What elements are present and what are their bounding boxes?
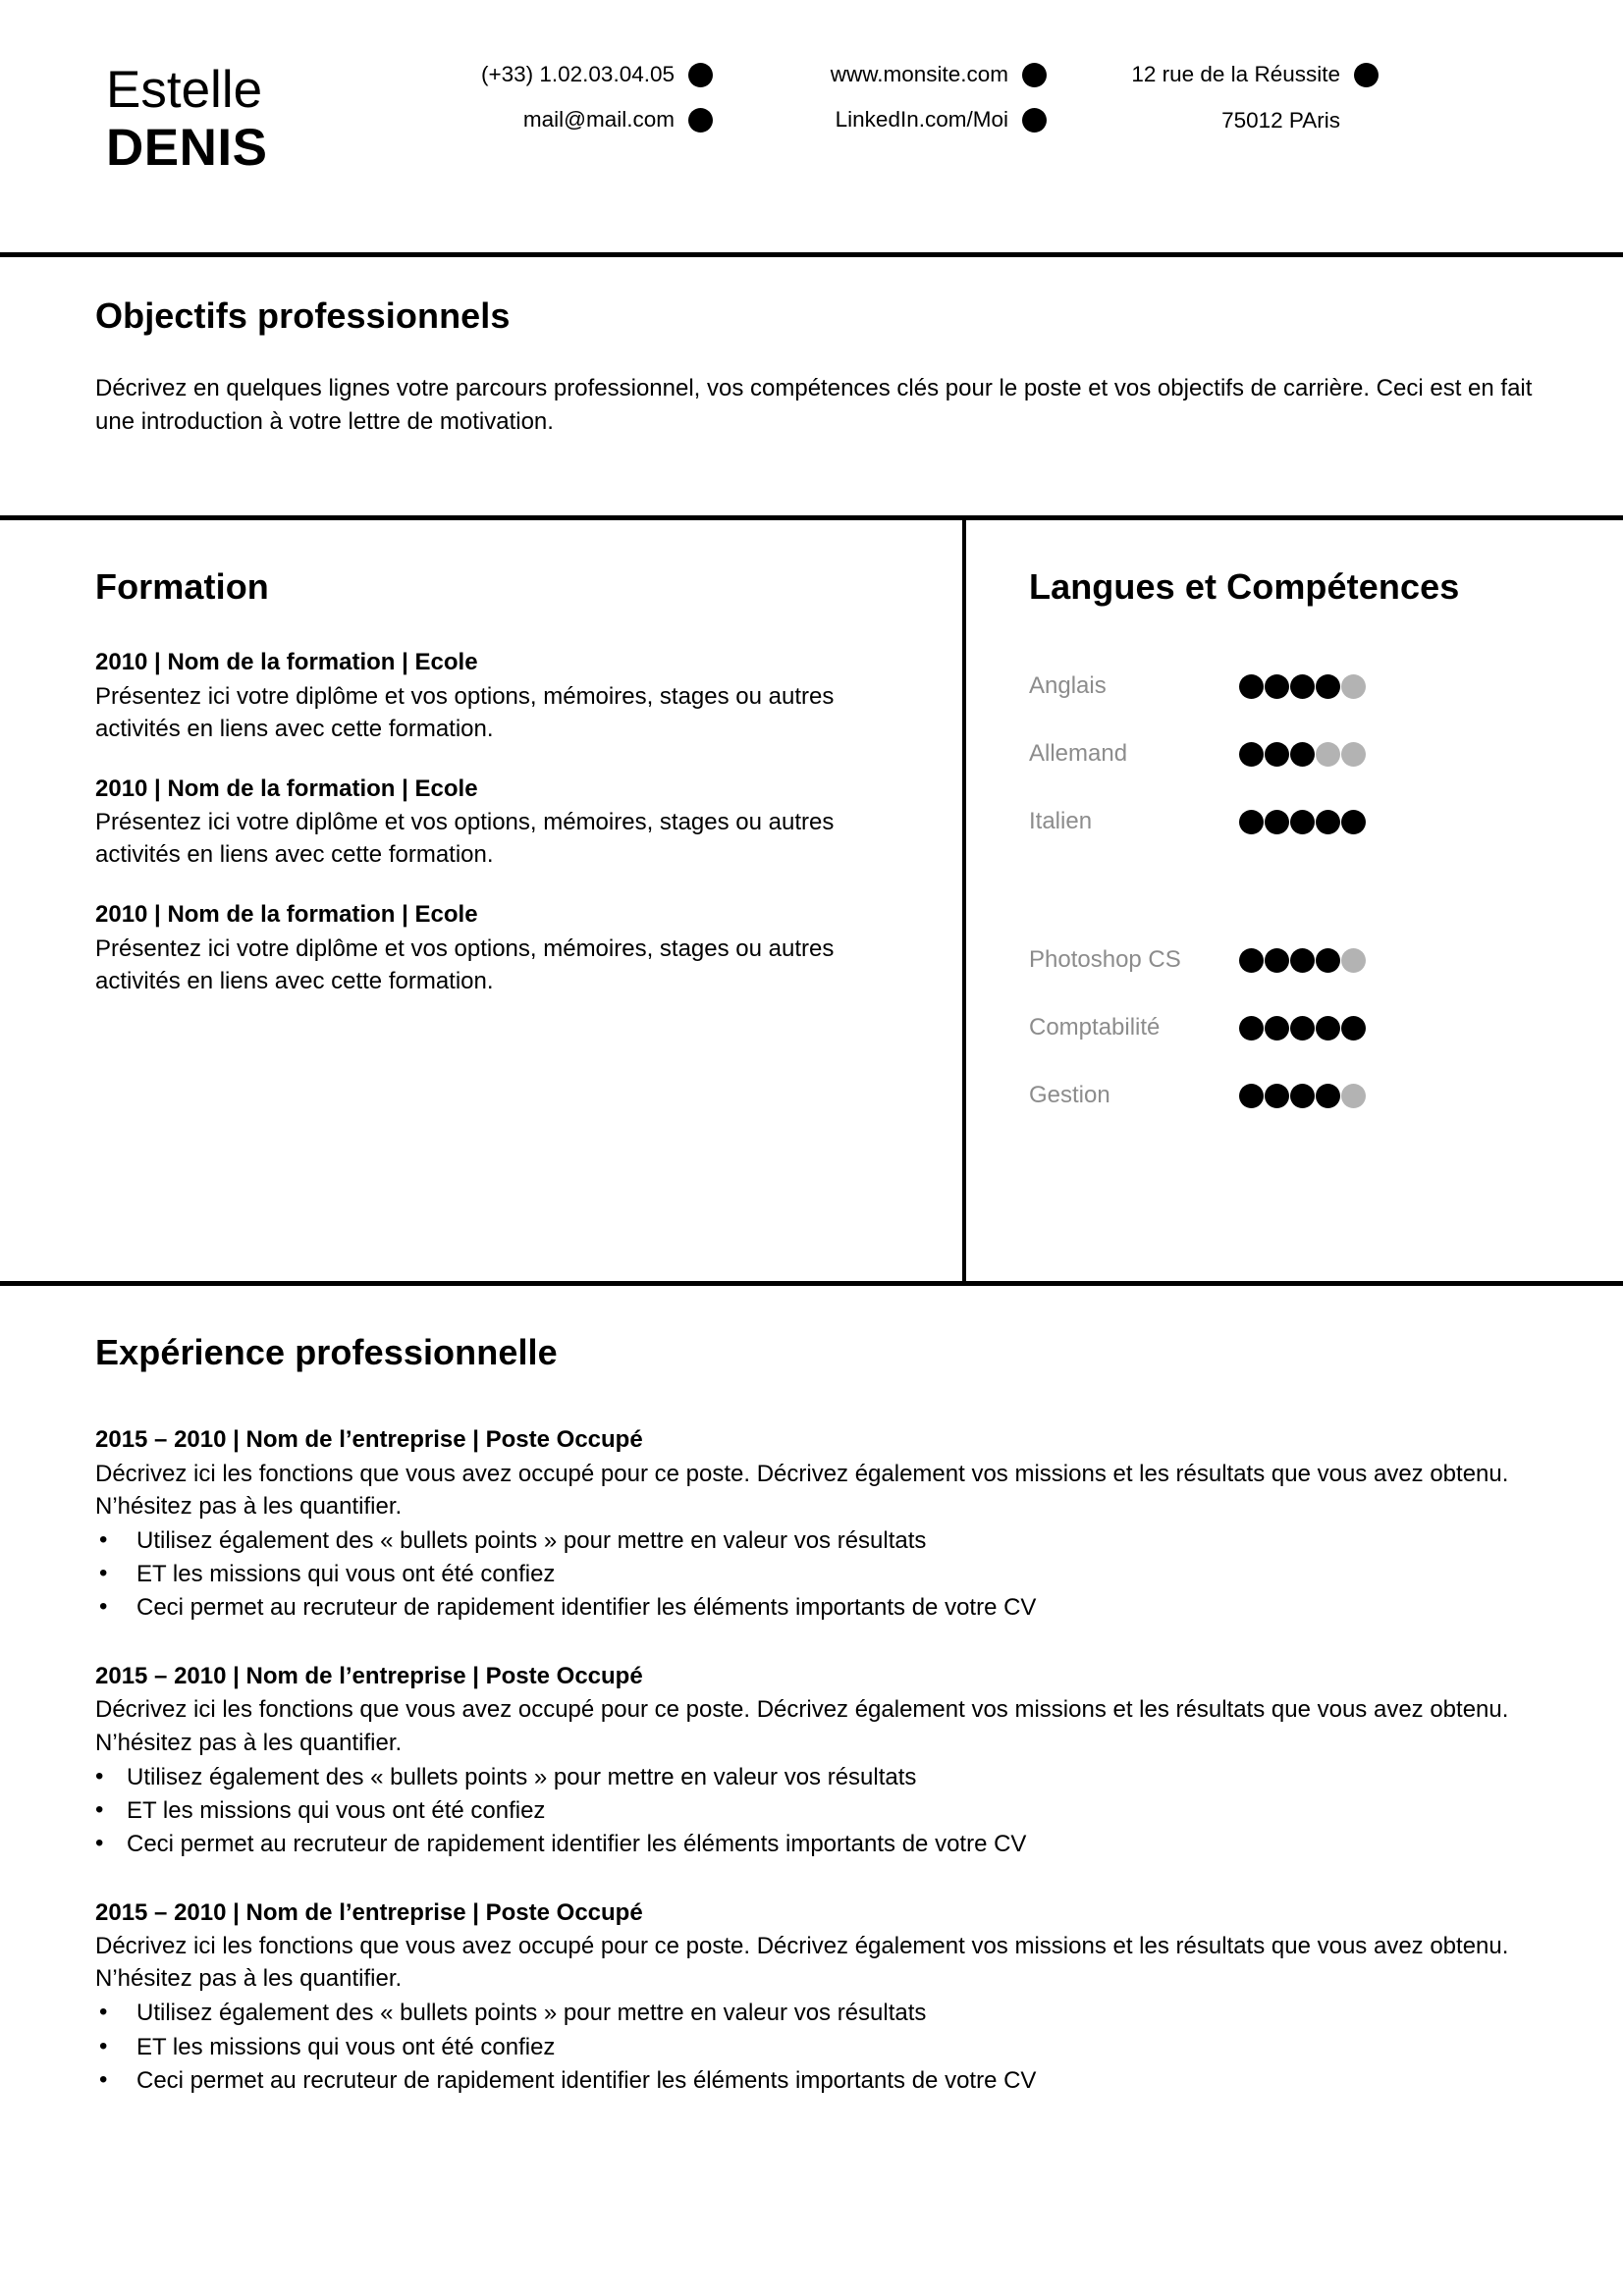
rating-dot-empty <box>1316 742 1340 767</box>
skills-spacer <box>1029 856 1564 927</box>
email-text: mail@mail.com <box>522 107 675 133</box>
rating-dot-filled <box>1290 674 1315 699</box>
objectifs-text: Décrivez en quelques lignes votre parcours professionnel, vos compétences clés pour le poste et vos objectifs de carrière. Ceci est en fait une introduction à votre lettre de motivation. <box>95 375 1533 436</box>
rating-dot-filled <box>1239 1084 1264 1108</box>
rating-dot-filled <box>1265 674 1289 699</box>
rating-dot-filled <box>1265 1016 1289 1041</box>
formation-item-heading: 2010 | Nom de la formation | Ecole <box>95 901 478 929</box>
experience-bullet: • Utilisez également des « bullets points » pour mettre en valeur vos résultats <box>95 1997 1544 2030</box>
rating-dot-filled <box>1316 674 1340 699</box>
formation-item-description: Présentez ici votre diplôme et vos options, mémoires, stages ou autres activités en liens avec cette formation. <box>95 809 835 869</box>
rating-dot-filled <box>1239 948 1264 973</box>
rating-dot-filled <box>1341 1016 1366 1041</box>
contact-linkedin[interactable] <box>836 106 1047 133</box>
skill-label: Italien <box>1029 808 1093 835</box>
vertical-divider <box>962 520 966 1281</box>
formation-item-heading: 2010 | Nom de la formation | Ecole <box>95 649 478 676</box>
skill-label: Allemand <box>1029 740 1128 768</box>
objectifs-title: Objectifs professionnels <box>95 295 511 336</box>
website-bullet-icon <box>1022 63 1047 87</box>
formation-title: Formation <box>95 566 269 607</box>
first-name: Estelle <box>106 61 263 119</box>
experience-bullet: • Ceci permet au recruteur de rapidement identifier les éléments importants de votre CV <box>95 1591 1544 1625</box>
rating-dot-filled <box>1341 810 1366 834</box>
rating-dot-filled <box>1316 1016 1340 1041</box>
address-line2-text: 75012 PAris <box>1221 108 1340 133</box>
section-formation <box>0 520 962 1281</box>
rating-dot-filled <box>1239 674 1264 699</box>
skill-rating <box>1239 1084 1366 1108</box>
candidate-name <box>106 51 381 178</box>
experience-bullet: • Ceci permet au recruteur de rapidement identifier les éléments importants de votre CV <box>95 2064 1544 2098</box>
formation-item-description: Présentez ici votre diplôme et vos options, mémoires, stages ou autres activités en liens avec cette formation. <box>95 682 835 742</box>
experience-item-description: Décrivez ici les fonctions que vous avez occupé pour ce poste. Décrivez également vos missions et les résultats que vous avez obtenu. N’hésitez pas à les quantifier. <box>95 1696 1509 1756</box>
experience-item-heading: 2015 – 2010 | Nom de l’entreprise | Poste Occupé <box>95 1898 643 1926</box>
formation-item-description: Présentez ici votre diplôme et vos options, mémoires, stages ou autres activités en liens avec cette formation. <box>95 934 835 994</box>
experience-bullet: • ET les missions qui vous ont été confiez <box>95 1558 1544 1591</box>
experience-item <box>95 1897 1544 2098</box>
address-line1-text: 12 rue de la Réussite <box>1131 62 1340 86</box>
last-name: DENIS <box>106 119 268 178</box>
rating-dot-filled <box>1239 810 1264 834</box>
contact-column-phone-email <box>408 61 713 134</box>
phone-bullet-icon <box>688 63 713 87</box>
linkedin-bullet-icon <box>1022 108 1047 133</box>
skill-row <box>1029 994 1564 1062</box>
email-bullet-icon <box>688 108 713 133</box>
skill-rating <box>1239 1016 1366 1041</box>
skill-label: Gestion <box>1029 1082 1110 1109</box>
skill-rating <box>1239 742 1366 767</box>
contact-phone[interactable] <box>481 61 713 88</box>
rating-dot-filled <box>1316 810 1340 834</box>
contact-email[interactable] <box>523 106 713 133</box>
rating-dot-filled <box>1316 948 1340 973</box>
skills-title: Langues et Compétences <box>1029 566 1460 607</box>
section-middle <box>0 520 1623 1281</box>
skill-row <box>1029 788 1564 856</box>
rating-dot-filled <box>1290 742 1315 767</box>
experience-bullet: • Utilisez également des « bullets points » pour mettre en valeur vos résultats <box>95 1524 1544 1558</box>
rating-dot-filled <box>1316 1084 1340 1108</box>
rating-dot-filled <box>1265 948 1289 973</box>
contact-column-address <box>1047 61 1379 134</box>
skill-row <box>1029 721 1564 788</box>
experience-bullet: • Ceci permet au recruteur de rapidement identifier les éléments importants de votre CV <box>95 1828 1544 1861</box>
experience-item-description: Décrivez ici les fonctions que vous avez occupé pour ce poste. Décrivez également vos missions et les résultats que vous avez obtenu. N’hésitez pas à les quantifier. <box>95 1933 1509 1993</box>
address-bullet-icon <box>1354 63 1379 87</box>
contact-address[interactable] <box>1131 61 1379 88</box>
skill-label: Photoshop CS <box>1029 946 1181 974</box>
experience-bullet: • Utilisez également des « bullets points » pour mettre en valeur vos résultats <box>95 1761 1544 1794</box>
formation-item <box>95 899 903 997</box>
section-experience <box>0 1286 1623 2098</box>
skill-row <box>1029 927 1564 994</box>
languages-group <box>1029 653 1564 856</box>
experience-bullet: • ET les missions qui vous ont été confiez <box>95 2031 1544 2064</box>
rating-dot-filled <box>1290 1084 1315 1108</box>
website-text: www.monsite.com <box>830 62 1008 86</box>
rating-dot-filled <box>1239 742 1264 767</box>
experience-item-heading: 2015 – 2010 | Nom de l’entreprise | Poste Occupé <box>95 1426 643 1454</box>
contact-block <box>381 51 1564 134</box>
experience-bullet: • ET les missions qui vous ont été confiez <box>95 1794 1544 1828</box>
experience-bullet-list <box>95 1761 1544 1861</box>
linkedin-text: LinkedIn.com/Moi <box>835 107 1008 133</box>
experience-item <box>95 1424 1544 1625</box>
rating-dot-empty <box>1341 674 1366 699</box>
experience-title: Expérience professionnelle <box>95 1332 558 1372</box>
rating-dot-filled <box>1265 742 1289 767</box>
experience-item <box>95 1661 1544 1861</box>
skill-label: Comptabilité <box>1029 1014 1161 1041</box>
experience-bullet-list <box>95 1524 1544 1625</box>
contact-column-web-linkedin <box>713 61 1047 134</box>
skill-rating <box>1239 674 1366 699</box>
phone-text: (+33) 1.02.03.04.05 <box>480 62 675 86</box>
rating-dot-empty <box>1341 948 1366 973</box>
skill-row <box>1029 653 1564 721</box>
rating-dot-filled <box>1290 1016 1315 1041</box>
section-skills <box>962 520 1623 1281</box>
formation-item <box>95 647 903 745</box>
skill-rating <box>1239 948 1366 973</box>
rating-dot-filled <box>1265 810 1289 834</box>
rating-dot-filled <box>1239 1016 1264 1041</box>
experience-bullet-list <box>95 1997 1544 2097</box>
rating-dot-filled <box>1290 810 1315 834</box>
skill-row <box>1029 1062 1564 1130</box>
formation-item-heading: 2010 | Nom de la formation | Ecole <box>95 774 478 802</box>
experience-item-description: Décrivez ici les fonctions que vous avez occupé pour ce poste. Décrivez également vos missions et les résultats que vous avez obtenu. N’hésitez pas à les quantifier. <box>95 1460 1509 1520</box>
contact-website[interactable] <box>831 61 1047 88</box>
rating-dot-filled <box>1290 948 1315 973</box>
skill-rating <box>1239 810 1366 834</box>
experience-item-heading: 2015 – 2010 | Nom de l’entreprise | Poste Occupé <box>95 1663 643 1690</box>
section-objectifs <box>0 257 1623 515</box>
competences-group <box>1029 927 1564 1130</box>
skill-label: Anglais <box>1029 672 1107 700</box>
rating-dot-empty <box>1341 1084 1366 1108</box>
rating-dot-filled <box>1265 1084 1289 1108</box>
formation-item <box>95 774 903 872</box>
cv-header <box>0 0 1623 252</box>
rating-dot-empty <box>1341 742 1366 767</box>
